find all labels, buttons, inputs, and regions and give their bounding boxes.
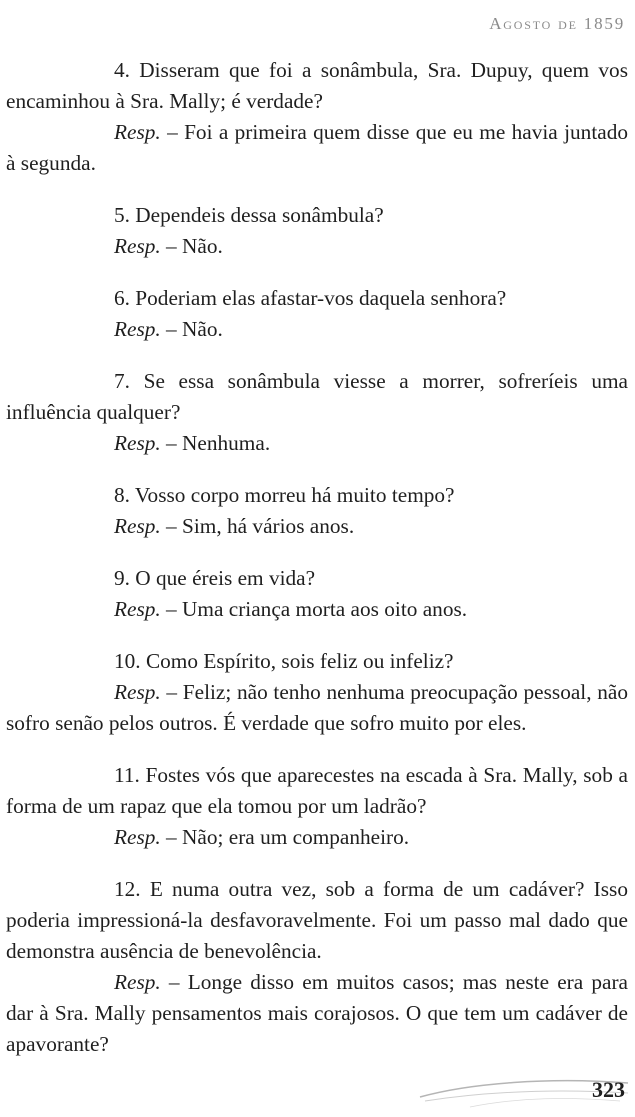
question-text: 8. Vosso corpo morreu há muito tempo? [114, 483, 455, 507]
page-number: 323 [592, 1077, 625, 1102]
question-text: 7. Se essa sonâmbula viesse a morrer, sofreríeis uma influência qualquer? [6, 369, 628, 424]
resp-label: Resp. [114, 597, 161, 621]
answer-text: – Não. [160, 317, 223, 341]
qa-block [6, 55, 628, 179]
resp-label: Resp. [114, 825, 161, 849]
answer-text: – Sim, há vários anos. [160, 514, 355, 538]
answer-paragraph [6, 677, 628, 739]
answer-text: – Longe disso em muitos casos; mas neste era para dar à Sra. Mally pensamentos mais corajosos. O que tem um cadáver de apavorante? [6, 970, 628, 1056]
question-text: 11. Fostes vós que aparecestes na escada à Sra. Mally, sob a forma de um rapaz que ela tomou por um ladrão? [6, 763, 628, 818]
answer-text: – Uma criança morta aos oito anos. [160, 597, 468, 621]
resp-label: Resp. [114, 970, 161, 994]
answer-paragraph [6, 594, 628, 625]
answer-paragraph [6, 822, 628, 853]
answer-text: – Não. [160, 234, 223, 258]
resp-label: Resp. [114, 120, 161, 144]
swoosh-ornament-icon [0, 1067, 635, 1117]
page-footer [0, 1067, 635, 1117]
resp-label: Resp. [114, 234, 161, 258]
answer-paragraph [6, 314, 628, 345]
resp-label: Resp. [114, 431, 161, 455]
question-text: 9. O que éreis em vida? [114, 566, 316, 590]
qa-block [6, 563, 628, 625]
answer-paragraph [6, 231, 628, 262]
question-text: 12. E numa outra vez, sob a forma de um cadáver? Isso poderia impressioná-la desfavoravelmente. Foi um passo mal dado que demonstra ausência de benevolência. [6, 877, 628, 963]
answer-paragraph [6, 967, 628, 1060]
qa-block [6, 480, 628, 542]
page-body [6, 55, 628, 1081]
qa-block [6, 760, 628, 853]
answer-text: – Feliz; não tenho nenhuma preocupação pessoal, não sofro senão pelos outros. É verdade que sofro muito por eles. [6, 680, 628, 735]
answer-paragraph [6, 117, 628, 179]
question-text: 5. Dependeis dessa sonâmbula? [114, 203, 384, 227]
question-text: 10. Como Espírito, sois feliz ou infeliz? [114, 649, 454, 673]
qa-block [6, 366, 628, 459]
resp-label: Resp. [114, 680, 161, 704]
question-text: 6. Poderiam elas afastar-vos daquela senhora? [114, 286, 507, 310]
qa-block [6, 200, 628, 262]
running-header: Agosto de 1859 [489, 14, 625, 33]
qa-block [6, 646, 628, 739]
answer-paragraph [6, 511, 628, 542]
qa-block [6, 283, 628, 345]
answer-text: – Foi a primeira quem disse que eu me havia juntado à segunda. [6, 120, 628, 175]
resp-label: Resp. [114, 317, 161, 341]
resp-label: Resp. [114, 514, 161, 538]
question-text: 4. Disseram que foi a sonâmbula, Sra. Dupuy, quem vos encaminhou à Sra. Mally; é verdade? [6, 58, 628, 113]
answer-text: – Nenhuma. [160, 431, 271, 455]
answer-paragraph [6, 428, 628, 459]
qa-block [6, 874, 628, 1060]
answer-text: – Não; era um companheiro. [160, 825, 410, 849]
